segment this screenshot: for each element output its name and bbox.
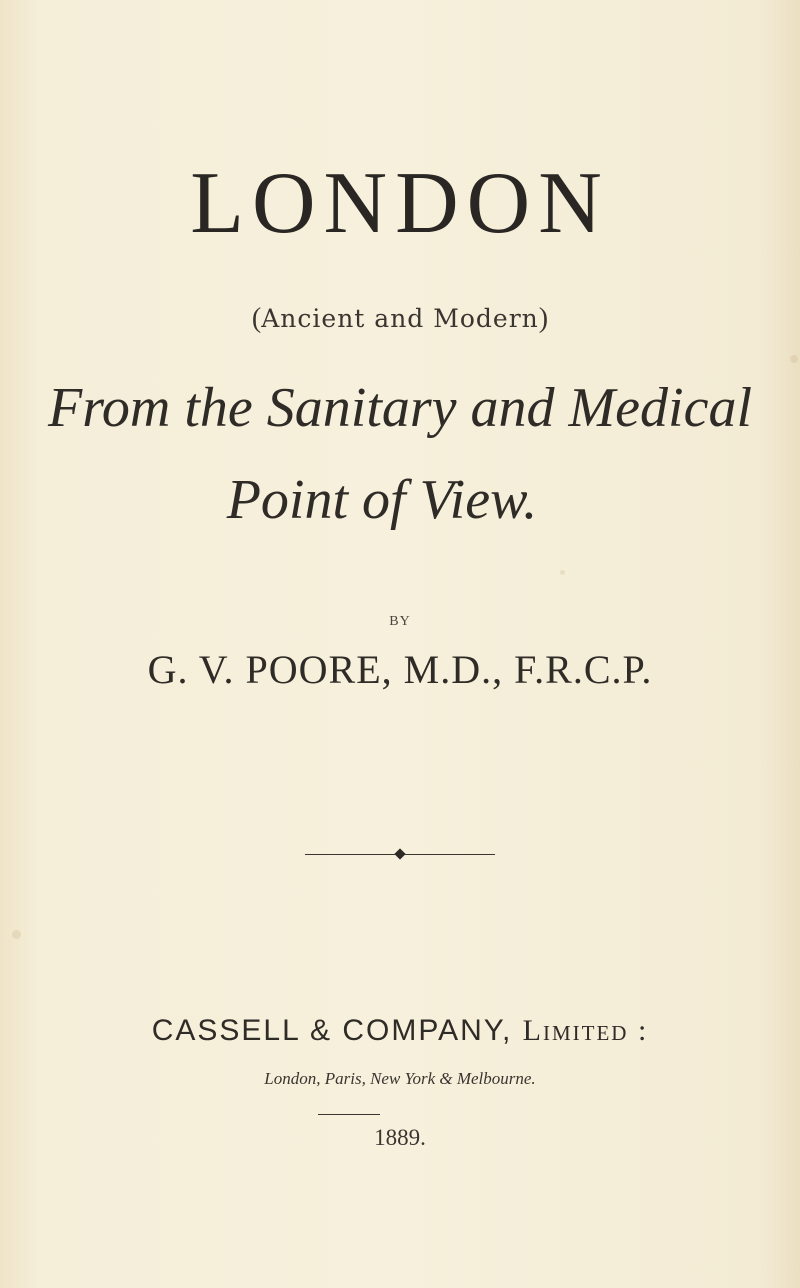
subtitle <box>0 305 800 333</box>
publisher-main: CASSELL & COMPANY, <box>151 1014 513 1047</box>
author-name: G. V. POORE, M.D., F.R.C.P. <box>147 647 653 692</box>
publisher-suffix: Limited : <box>522 1014 649 1047</box>
italic-title-line-2: Point of View. <box>226 469 538 531</box>
main-title: LONDON <box>190 155 610 252</box>
publication-year: 1889. <box>374 1125 426 1150</box>
foxing-spot <box>560 570 565 575</box>
publisher <box>0 1016 800 1046</box>
ornament-rule-left <box>305 854 395 855</box>
short-rule <box>318 1114 380 1115</box>
subtitle-open-paren: ( <box>251 303 262 334</box>
publisher-places: London, Paris, New York & Melbourne. <box>264 1069 536 1088</box>
subtitle-blackletter: Ancient and Modern <box>261 304 539 333</box>
by-label: BY <box>389 614 411 629</box>
foxing-spot <box>12 930 21 939</box>
foxing-spot <box>790 355 798 363</box>
subtitle-close-paren: ) <box>538 303 549 334</box>
diamond-icon <box>394 848 405 859</box>
ornament-rule-right <box>405 854 495 855</box>
diamond-ornament <box>305 847 495 861</box>
italic-title-line-1: From the Sanitary and Medical <box>47 377 753 439</box>
